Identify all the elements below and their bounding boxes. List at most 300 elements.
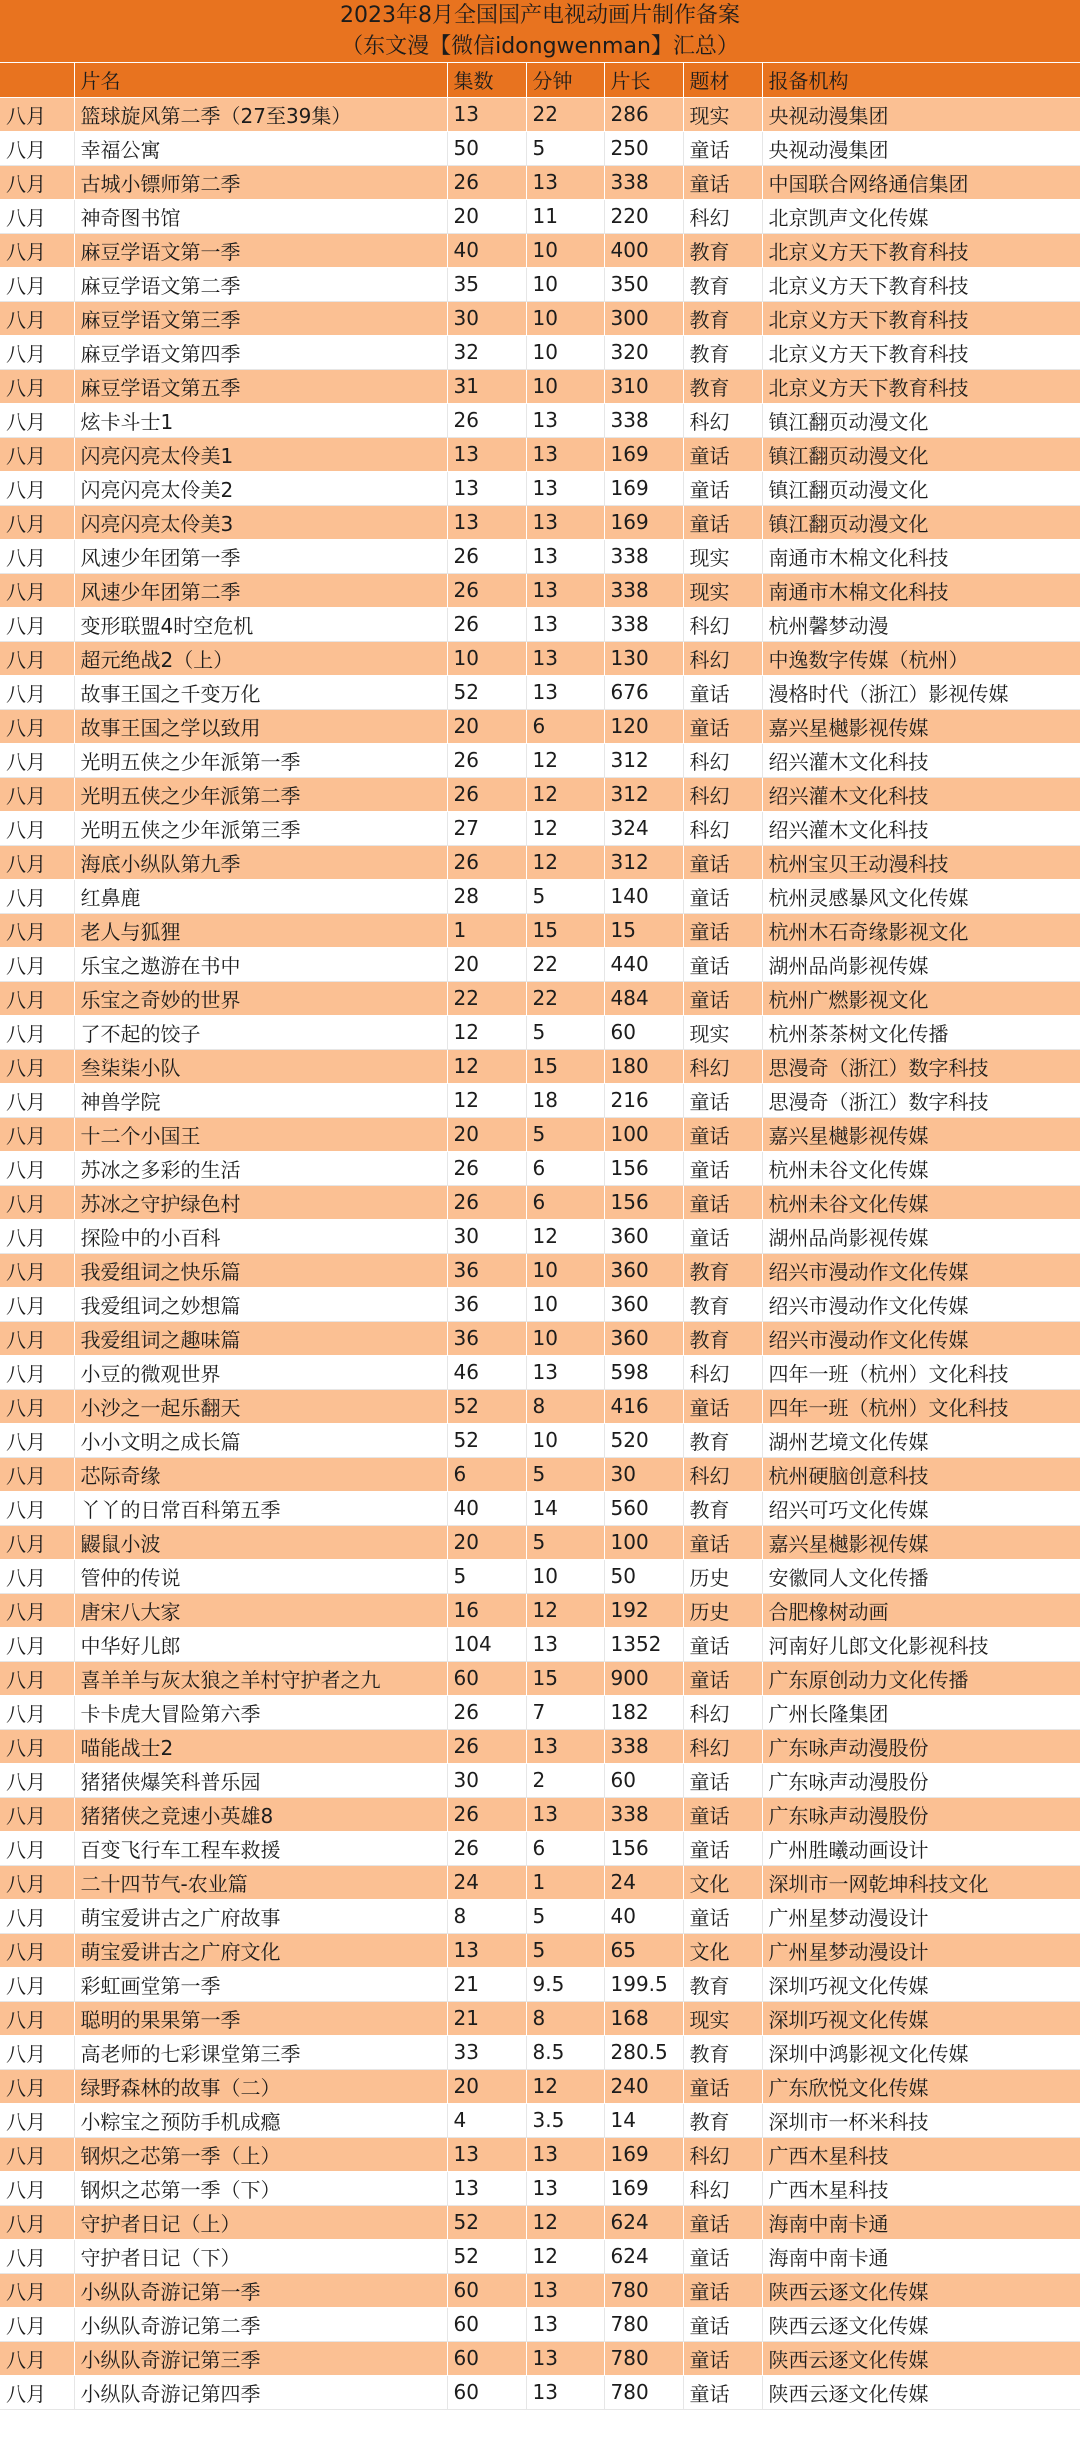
- cell-episodes: 5: [447, 1559, 526, 1593]
- cell-genre: 童话: [683, 2375, 762, 2409]
- cell-genre: 教育: [683, 1967, 762, 2001]
- cell-length: 312: [604, 777, 683, 811]
- cell-length: 280.5: [604, 2035, 683, 2069]
- cell-episodes: 36: [447, 1321, 526, 1355]
- cell-episodes: 20: [447, 947, 526, 981]
- cell-length: 24: [604, 1865, 683, 1899]
- cell-month: 八月: [0, 1797, 74, 1831]
- table-row: [0, 403, 1080, 437]
- table-row: [0, 1287, 1080, 1321]
- cell-month: 八月: [0, 2273, 74, 2307]
- cell-title: 光明五侠之少年派第二季: [74, 777, 447, 811]
- cell-organization: 中国联合网络通信集团: [762, 165, 1080, 199]
- cell-organization: 广西木星科技: [762, 2137, 1080, 2171]
- cell-length: 250: [604, 131, 683, 165]
- cell-organization: 湖州品尚影视传媒: [762, 947, 1080, 981]
- cell-genre: 现实: [683, 97, 762, 131]
- cell-month: 八月: [0, 1967, 74, 2001]
- cell-title: 芯际奇缘: [74, 1457, 447, 1491]
- cell-genre: 科幻: [683, 607, 762, 641]
- cell-episodes: 104: [447, 1627, 526, 1661]
- cell-minutes: 12: [526, 845, 604, 879]
- header-row: [0, 63, 1080, 97]
- cell-length: 156: [604, 1151, 683, 1185]
- cell-minutes: 5: [526, 1015, 604, 1049]
- cell-title: 小小文明之成长篇: [74, 1423, 447, 1457]
- table-row: [0, 2273, 1080, 2307]
- cell-organization: 深圳中鸿影视文化传媒: [762, 2035, 1080, 2069]
- cell-minutes: 13: [526, 471, 604, 505]
- cell-episodes: 21: [447, 2001, 526, 2035]
- cell-month: 八月: [0, 1627, 74, 1661]
- cell-title: 麻豆学语文第五季: [74, 369, 447, 403]
- cell-genre: 教育: [683, 1491, 762, 1525]
- cell-organization: 杭州宝贝王动漫科技: [762, 845, 1080, 879]
- cell-title: 唐宋八大家: [74, 1593, 447, 1627]
- cell-episodes: 16: [447, 1593, 526, 1627]
- cell-episodes: 30: [447, 1763, 526, 1797]
- table-row: [0, 437, 1080, 471]
- cell-genre: 童话: [683, 165, 762, 199]
- cell-minutes: 2: [526, 1763, 604, 1797]
- cell-minutes: 13: [526, 403, 604, 437]
- cell-month: 八月: [0, 539, 74, 573]
- cell-month: 八月: [0, 2137, 74, 2171]
- cell-organization: 杭州硬脑创意科技: [762, 1457, 1080, 1491]
- cell-episodes: 4: [447, 2103, 526, 2137]
- cell-minutes: 10: [526, 369, 604, 403]
- cell-organization: 北京义方天下教育科技: [762, 369, 1080, 403]
- cell-minutes: 5: [526, 1117, 604, 1151]
- cell-episodes: 13: [447, 471, 526, 505]
- cell-title: 中华好儿郎: [74, 1627, 447, 1661]
- cell-month: 八月: [0, 709, 74, 743]
- cell-length: 360: [604, 1219, 683, 1253]
- cell-length: 360: [604, 1253, 683, 1287]
- cell-length: 169: [604, 2137, 683, 2171]
- cell-organization: 嘉兴星樾影视传媒: [762, 709, 1080, 743]
- table-row: [0, 709, 1080, 743]
- cell-episodes: 20: [447, 1117, 526, 1151]
- cell-length: 400: [604, 233, 683, 267]
- cell-minutes: 9.5: [526, 1967, 604, 2001]
- table-row: [0, 1151, 1080, 1185]
- cell-episodes: 26: [447, 573, 526, 607]
- cell-genre: 童话: [683, 947, 762, 981]
- cell-organization: 杭州未谷文化传媒: [762, 1151, 1080, 1185]
- cell-genre: 教育: [683, 1321, 762, 1355]
- cell-month: 八月: [0, 1015, 74, 1049]
- cell-minutes: 3.5: [526, 2103, 604, 2137]
- cell-title: 二十四节气-农业篇: [74, 1865, 447, 1899]
- cell-minutes: 13: [526, 2307, 604, 2341]
- cell-genre: 现实: [683, 573, 762, 607]
- cell-title: 叁柒柒小队: [74, 1049, 447, 1083]
- table-row: [0, 947, 1080, 981]
- cell-minutes: 8: [526, 1389, 604, 1423]
- cell-organization: 深圳市一杯米科技: [762, 2103, 1080, 2137]
- cell-month: 八月: [0, 2341, 74, 2375]
- cell-minutes: 10: [526, 1287, 604, 1321]
- cell-genre: 科幻: [683, 199, 762, 233]
- cell-length: 598: [604, 1355, 683, 1389]
- cell-title: 故事王国之千变万化: [74, 675, 447, 709]
- cell-length: 156: [604, 1185, 683, 1219]
- cell-genre: 童话: [683, 2341, 762, 2375]
- table-row: [0, 1423, 1080, 1457]
- cell-episodes: 12: [447, 1083, 526, 1117]
- cell-organization: 绍兴灌木文化科技: [762, 811, 1080, 845]
- cell-length: 312: [604, 743, 683, 777]
- table-row: [0, 1593, 1080, 1627]
- cell-length: 484: [604, 981, 683, 1015]
- cell-length: 624: [604, 2205, 683, 2239]
- cell-minutes: 7: [526, 1695, 604, 1729]
- cell-month: 八月: [0, 1729, 74, 1763]
- cell-episodes: 26: [447, 777, 526, 811]
- cell-minutes: 12: [526, 2069, 604, 2103]
- header-organization: 报备机构: [762, 63, 1080, 97]
- cell-organization: 央视动漫集团: [762, 97, 1080, 131]
- table-body: [0, 97, 1080, 2409]
- cell-organization: 广州星梦动漫设计: [762, 1899, 1080, 1933]
- cell-organization: 杭州茶茶树文化传播: [762, 1015, 1080, 1049]
- table-row: [0, 1559, 1080, 1593]
- cell-organization: 杭州未谷文化传媒: [762, 1185, 1080, 1219]
- cell-title: 闪亮闪亮太伶美1: [74, 437, 447, 471]
- table-row: [0, 1797, 1080, 1831]
- cell-minutes: 12: [526, 777, 604, 811]
- cell-month: 八月: [0, 1185, 74, 1219]
- cell-episodes: 28: [447, 879, 526, 913]
- cell-title: 了不起的饺子: [74, 1015, 447, 1049]
- cell-title: 小纵队奇游记第一季: [74, 2273, 447, 2307]
- cell-length: 192: [604, 1593, 683, 1627]
- cell-organization: 北京义方天下教育科技: [762, 335, 1080, 369]
- cell-month: 八月: [0, 2307, 74, 2341]
- cell-episodes: 12: [447, 1049, 526, 1083]
- cell-month: 八月: [0, 2375, 74, 2409]
- cell-episodes: 52: [447, 675, 526, 709]
- cell-genre: 现实: [683, 539, 762, 573]
- table-row: [0, 1695, 1080, 1729]
- cell-genre: 童话: [683, 1627, 762, 1661]
- cell-title: 百变飞行车工程车救援: [74, 1831, 447, 1865]
- cell-length: 338: [604, 1729, 683, 1763]
- cell-genre: 童话: [683, 505, 762, 539]
- cell-length: 15: [604, 913, 683, 947]
- cell-length: 320: [604, 335, 683, 369]
- table-row: [0, 1763, 1080, 1797]
- cell-month: 八月: [0, 437, 74, 471]
- cell-length: 312: [604, 845, 683, 879]
- table-row: [0, 1321, 1080, 1355]
- table-row: [0, 1967, 1080, 2001]
- cell-length: 350: [604, 267, 683, 301]
- table-row: [0, 1355, 1080, 1389]
- cell-length: 300: [604, 301, 683, 335]
- cell-month: 八月: [0, 913, 74, 947]
- cell-genre: 文化: [683, 1933, 762, 1967]
- cell-length: 50: [604, 1559, 683, 1593]
- cell-episodes: 8: [447, 1899, 526, 1933]
- cell-genre: 教育: [683, 369, 762, 403]
- cell-episodes: 30: [447, 1219, 526, 1253]
- cell-title: 探险中的小百科: [74, 1219, 447, 1253]
- cell-length: 169: [604, 437, 683, 471]
- table-row: [0, 471, 1080, 505]
- cell-minutes: 13: [526, 641, 604, 675]
- table-row: [0, 913, 1080, 947]
- cell-month: 八月: [0, 845, 74, 879]
- cell-episodes: 26: [447, 1797, 526, 1831]
- table-row: [0, 1661, 1080, 1695]
- table-row: [0, 1525, 1080, 1559]
- cell-minutes: 13: [526, 2375, 604, 2409]
- table-row: [0, 2103, 1080, 2137]
- cell-episodes: 20: [447, 1525, 526, 1559]
- cell-minutes: 11: [526, 199, 604, 233]
- cell-month: 八月: [0, 2069, 74, 2103]
- table-row: [0, 165, 1080, 199]
- cell-title: 猪猪侠之竞速小英雄8: [74, 1797, 447, 1831]
- table-row: [0, 267, 1080, 301]
- cell-length: 14: [604, 2103, 683, 2137]
- cell-title: 麻豆学语文第一季: [74, 233, 447, 267]
- table-row: [0, 1253, 1080, 1287]
- cell-title: 鼹鼠小波: [74, 1525, 447, 1559]
- cell-minutes: 1: [526, 1865, 604, 1899]
- cell-organization: 杭州灵感暴风文化传媒: [762, 879, 1080, 913]
- cell-month: 八月: [0, 1083, 74, 1117]
- cell-episodes: 1: [447, 913, 526, 947]
- cell-minutes: 12: [526, 1593, 604, 1627]
- cell-organization: 镇江翻页动漫文化: [762, 505, 1080, 539]
- cell-length: 520: [604, 1423, 683, 1457]
- cell-title: 麻豆学语文第四季: [74, 335, 447, 369]
- cell-title: 十二个小国王: [74, 1117, 447, 1151]
- cell-organization: 杭州馨梦动漫: [762, 607, 1080, 641]
- cell-title: 钢炽之芯第一季（上）: [74, 2137, 447, 2171]
- cell-title: 猪猪侠爆笑科普乐园: [74, 1763, 447, 1797]
- cell-episodes: 20: [447, 709, 526, 743]
- cell-month: 八月: [0, 1593, 74, 1627]
- cell-episodes: 26: [447, 403, 526, 437]
- cell-genre: 现实: [683, 1015, 762, 1049]
- cell-episodes: 26: [447, 165, 526, 199]
- cell-minutes: 12: [526, 2205, 604, 2239]
- cell-genre: 科幻: [683, 777, 762, 811]
- cell-genre: 教育: [683, 267, 762, 301]
- cell-title: 小纵队奇游记第三季: [74, 2341, 447, 2375]
- cell-organization: 北京义方天下教育科技: [762, 267, 1080, 301]
- table-row: [0, 2239, 1080, 2273]
- filing-table: [0, 63, 1080, 2410]
- cell-minutes: 6: [526, 709, 604, 743]
- cell-genre: 童话: [683, 1797, 762, 1831]
- table-row: [0, 641, 1080, 675]
- cell-title: 苏冰之守护绿色村: [74, 1185, 447, 1219]
- cell-episodes: 27: [447, 811, 526, 845]
- cell-title: 小纵队奇游记第四季: [74, 2375, 447, 2409]
- table-row: [0, 131, 1080, 165]
- cell-genre: 教育: [683, 335, 762, 369]
- cell-minutes: 10: [526, 301, 604, 335]
- cell-month: 八月: [0, 981, 74, 1015]
- cell-title: 我爱组词之妙想篇: [74, 1287, 447, 1321]
- table-row: [0, 1219, 1080, 1253]
- cell-organization: 深圳市一网乾坤科技文化: [762, 1865, 1080, 1899]
- cell-genre: 童话: [683, 1219, 762, 1253]
- cell-organization: 广东咏声动漫股份: [762, 1797, 1080, 1831]
- cell-month: 八月: [0, 1287, 74, 1321]
- cell-title: 风速少年团第一季: [74, 539, 447, 573]
- cell-episodes: 26: [447, 539, 526, 573]
- table-row: [0, 1117, 1080, 1151]
- cell-title: 小豆的微观世界: [74, 1355, 447, 1389]
- table-row: [0, 1729, 1080, 1763]
- cell-length: 216: [604, 1083, 683, 1117]
- cell-title: 红鼻鹿: [74, 879, 447, 913]
- cell-genre: 童话: [683, 2239, 762, 2273]
- table-row: [0, 1933, 1080, 1967]
- cell-episodes: 33: [447, 2035, 526, 2069]
- table-row: [0, 777, 1080, 811]
- cell-genre: 童话: [683, 1831, 762, 1865]
- cell-episodes: 60: [447, 2307, 526, 2341]
- cell-minutes: 13: [526, 675, 604, 709]
- table-row: [0, 1457, 1080, 1491]
- cell-month: 八月: [0, 2001, 74, 2035]
- cell-month: 八月: [0, 1049, 74, 1083]
- cell-genre: 科幻: [683, 1729, 762, 1763]
- cell-title: 我爱组词之快乐篇: [74, 1253, 447, 1287]
- table-title: [0, 0, 1080, 63]
- cell-length: 360: [604, 1321, 683, 1355]
- cell-organization: 绍兴灌木文化科技: [762, 777, 1080, 811]
- cell-month: 八月: [0, 811, 74, 845]
- cell-minutes: 6: [526, 1185, 604, 1219]
- cell-episodes: 46: [447, 1355, 526, 1389]
- table-row: [0, 607, 1080, 641]
- cell-minutes: 10: [526, 1423, 604, 1457]
- cell-episodes: 36: [447, 1253, 526, 1287]
- table-row: [0, 1389, 1080, 1423]
- cell-length: 156: [604, 1831, 683, 1865]
- cell-length: 182: [604, 1695, 683, 1729]
- cell-title: 古城小镖师第二季: [74, 165, 447, 199]
- cell-length: 60: [604, 1763, 683, 1797]
- cell-month: 八月: [0, 199, 74, 233]
- cell-organization: 绍兴可巧文化传媒: [762, 1491, 1080, 1525]
- cell-month: 八月: [0, 301, 74, 335]
- cell-organization: 广州星梦动漫设计: [762, 1933, 1080, 1967]
- cell-length: 560: [604, 1491, 683, 1525]
- cell-genre: 教育: [683, 2103, 762, 2137]
- cell-title: 钢炽之芯第一季（下）: [74, 2171, 447, 2205]
- cell-episodes: 32: [447, 335, 526, 369]
- cell-minutes: 12: [526, 2239, 604, 2273]
- cell-minutes: 13: [526, 2341, 604, 2375]
- cell-month: 八月: [0, 505, 74, 539]
- cell-length: 338: [604, 539, 683, 573]
- cell-episodes: 60: [447, 2375, 526, 2409]
- cell-genre: 童话: [683, 981, 762, 1015]
- cell-organization: 合肥橡树动画: [762, 1593, 1080, 1627]
- cell-minutes: 22: [526, 981, 604, 1015]
- cell-length: 440: [604, 947, 683, 981]
- cell-minutes: 14: [526, 1491, 604, 1525]
- table-row: [0, 811, 1080, 845]
- cell-organization: 南通市木棉文化科技: [762, 573, 1080, 607]
- cell-title: 神兽学院: [74, 1083, 447, 1117]
- cell-episodes: 52: [447, 2239, 526, 2273]
- cell-episodes: 26: [447, 845, 526, 879]
- cell-episodes: 20: [447, 2069, 526, 2103]
- cell-genre: 童话: [683, 1661, 762, 1695]
- cell-organization: 安徽同人文化传播: [762, 1559, 1080, 1593]
- cell-genre: 教育: [683, 1253, 762, 1287]
- table-row: [0, 573, 1080, 607]
- cell-month: 八月: [0, 1219, 74, 1253]
- table-row: [0, 879, 1080, 913]
- cell-month: 八月: [0, 1423, 74, 1457]
- cell-minutes: 18: [526, 1083, 604, 1117]
- cell-length: 324: [604, 811, 683, 845]
- cell-month: 八月: [0, 403, 74, 437]
- table-row: [0, 505, 1080, 539]
- cell-organization: 北京义方天下教育科技: [762, 233, 1080, 267]
- cell-genre: 童话: [683, 879, 762, 913]
- cell-length: 286: [604, 97, 683, 131]
- cell-month: 八月: [0, 369, 74, 403]
- cell-month: 八月: [0, 2239, 74, 2273]
- cell-genre: 科幻: [683, 2137, 762, 2171]
- cell-genre: 童话: [683, 471, 762, 505]
- cell-length: 780: [604, 2375, 683, 2409]
- table-row: [0, 97, 1080, 131]
- cell-month: 八月: [0, 1253, 74, 1287]
- cell-month: 八月: [0, 1661, 74, 1695]
- cell-length: 168: [604, 2001, 683, 2035]
- cell-genre: 童话: [683, 675, 762, 709]
- cell-title: 喵能战士2: [74, 1729, 447, 1763]
- cell-episodes: 26: [447, 1151, 526, 1185]
- cell-organization: 广东欣悦文化传媒: [762, 2069, 1080, 2103]
- cell-genre: 科幻: [683, 2171, 762, 2205]
- cell-title: 光明五侠之少年派第一季: [74, 743, 447, 777]
- cell-organization: 镇江翻页动漫文化: [762, 437, 1080, 471]
- cell-minutes: 15: [526, 1049, 604, 1083]
- cell-minutes: 12: [526, 1219, 604, 1253]
- cell-month: 八月: [0, 233, 74, 267]
- title-line-2: （东文漫【微信idongwenman】汇总）: [341, 34, 739, 59]
- cell-genre: 科幻: [683, 403, 762, 437]
- table-row: [0, 2035, 1080, 2069]
- cell-month: 八月: [0, 2205, 74, 2239]
- cell-minutes: 10: [526, 267, 604, 301]
- cell-organization: 广州胜曦动画设计: [762, 1831, 1080, 1865]
- cell-genre: 现实: [683, 2001, 762, 2035]
- cell-episodes: 35: [447, 267, 526, 301]
- cell-genre: 童话: [683, 1763, 762, 1797]
- cell-minutes: 13: [526, 165, 604, 199]
- table-row: [0, 845, 1080, 879]
- cell-length: 624: [604, 2239, 683, 2273]
- cell-organization: 河南好儿郎文化影视科技: [762, 1627, 1080, 1661]
- cell-minutes: 8.5: [526, 2035, 604, 2069]
- cell-genre: 科幻: [683, 1355, 762, 1389]
